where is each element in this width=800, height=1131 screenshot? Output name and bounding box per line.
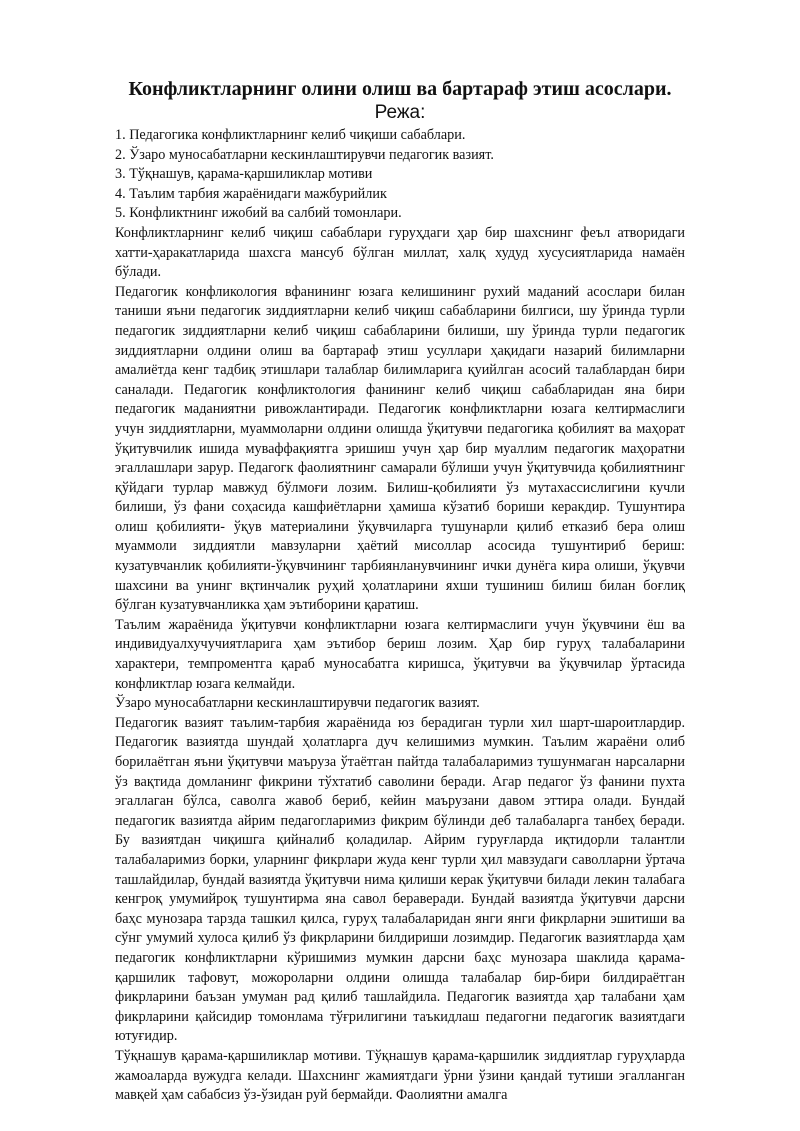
paragraph-conflictology: Педагогик конфликология вфанининг юзага келишининг рухий маданий асослари билан таниши яъни педагогик зиддиятларни келиб чиқиш сабабларини билгиси, шу ўринда турли педагогик зиддиятларни келиб чиқиш сабабларини билиши, шу ўринда турли педагогик зиддиятларни олдини олиш ва бартараф этиш усуллари ҳақидаги назарий билимларни амалиётда кенг тадбиқ этишлари талаблар билимларига қуийлган асосий талаблардан бири саналади. Педагогик конфликтология фанининг келиб чиқиш сабабларидан яна бири педагогик маданиятни ривожлантиради. Педагогик конфликтларни юзага келтирмаслиги учун зиддиятларни, муаммоларни олдини олишда ўқитувчи педагогика қобилият ва маҳорат ўқитувчилик ишида муваффақиятга эришиш учун ҳар бир муаллим педагогик маҳоратни эгаллашлари зарур. Педагогк фаолиятнинг самарали бўлиши учун ўқитувчида қобилиятнинг қўйдаги турлар мавжуд бўлмоғи лозим. Билиш-қобилияти ўз мутахассислигини кучли билиши, ўз фани соҳасида кашфиётларни ҳамиша кўзатиб бориши керакдир. Тушунтира олиш қобилияти- ўқув материалини ўқувчиларга тушунарли қилиб етказиб бера олиш муаммоли зиддиятли мавзуларни ҳаётий мисоллар асосида тушунтириб бериш: кузатувчанлик қобилияти-ўқувчининг тарбиянланувчининг ички дунёга кира олиши, ўқувчи шахсини ва унинг вқтинчалик руҳий ҳолатларини яхши тушиниш билиш билан боғлиқ бўлган кузатувчанликка ҳам эътиборини қаратиш. — [115, 283, 685, 614]
plan-item: 4. Таълим тарбия жараёнидаги мажбурийлик — [115, 185, 387, 202]
plan-item: 2. Ўзаро муносабатларни кескинлаштирувчи педагогик вазият. — [115, 146, 494, 163]
document-title: Конфликтларнинг олини олиш ва бартараф этиш асослари. — [128, 78, 672, 100]
plan-item: 3. Тўқнашув, қарама-қаршиликлар мотиви — [115, 166, 373, 183]
plan-list — [115, 126, 685, 224]
section-heading-situation: Ўзаро муносабатларни кескинлаштирувчи педагогик вазият. — [115, 695, 480, 712]
paragraph-situation: Педагогик вазият таълим-тарбия жараёнида юз берадиган турли хил шарт-шароитлардир. Педагогик вазиятда шундай ҳолатларга дуч келишимиз мумкин. Таълим жараёни олиб борилаётган яъни ўқитувчи маъруза ўтаётган пайтда талабаларимиз тушунмаган нарсаларни ўз вақтида домланинг фикрини тўхтатиб саволини беради. Агар педагог ўз фанини пухта эгаллаган бўлса, саволга жавоб бериб, кейин маърузани давом эттира олади. Бундай педагогик вазиятда айрим педагогларимиз фикрим бўлинди деб талабаларга танбеҳ беради. Бу вазиятдан чиқишга қийналиб қоладилар. Айрим гуруғларда иқтидорли талантли талабаларимиз борки, уларнинг фикрлари жуда кенг турли ҳил мавзудаги саволларни ўртача ташлайдилар, бундай вазиятда ўқитувчи нима қилиши керак ўқитувчи билади лекин талабага кенгроқ умумийроқ тушунтирма яна савол бераверади. Бундай вазиятда ўқитувчи дарсни баҳс мунозара тарзда ташкил қилса, гуруҳ талабаларидан янги янги фикрларни эшитиши ва сўнг умумий хулоса қилиб ўз фикрларини билдириши лозимдир. Педагогик вазиятларда ҳам педагогик конфликтларни кўришимиз мумкин дарсни баҳс мунозара шаклида қарама-қаршилик тафовут, можороларни олдини олишда талабалар бир-бири билдираётган фикрларини баъзан умуман рад қилиб ташлайдила. Педагогик вазиятда ҳар талабани ҳам фикрларини қайсидир томонлама тўғрилигини таъкидлаш педагогни педагогик вазиятдаги ютуғидир. — [115, 714, 685, 1045]
document-page — [115, 76, 685, 1106]
paragraph-causes: Конфликтларнинг келиб чиқиш сабаблари гуруҳдаги ҳар бир шахснинг феъл атворидаги хатти-ҳаракатларида шахсга мансуб бўлган миллат, халқ худуд хусусиятларида намаён бўлади. — [115, 224, 685, 281]
plan-heading: Режа: — [374, 102, 426, 123]
paragraph-clash: Тўқнашув қарама-қаршиликлар мотиви. Тўқнашув қарама-қаршилик зиддиятлар гуруҳларда жамоаларда вужудга келади. Шахснинг жамиятдаги ўрни ўзини қандай тутиши эгалланган мавқей ҳам сабабсиз ўз-ўзидан руй бермайди. Фаолиятни амалга — [115, 1047, 685, 1104]
paragraph-education: Таълим жараёнида ўқитувчи конфликтларни юзага келтирмаслиги учун ўқувчини ёш ва индивидуалхучучиятларига ҳам эътибор бериш лозим. Ҳар бир гуруҳ талабаларини характери, темпроментга қараб муносабатга киришса, ўқитувчи ва ўқувчилар ўртасида конфликтлар юзага келмайди. — [115, 616, 685, 692]
plan-item: 1. Педагогика конфликтларнинг келиб чиқиши сабаблари. — [115, 127, 466, 143]
plan-item: 5. Конфликтнинг ижобий ва салбий томонлари. — [115, 205, 402, 222]
